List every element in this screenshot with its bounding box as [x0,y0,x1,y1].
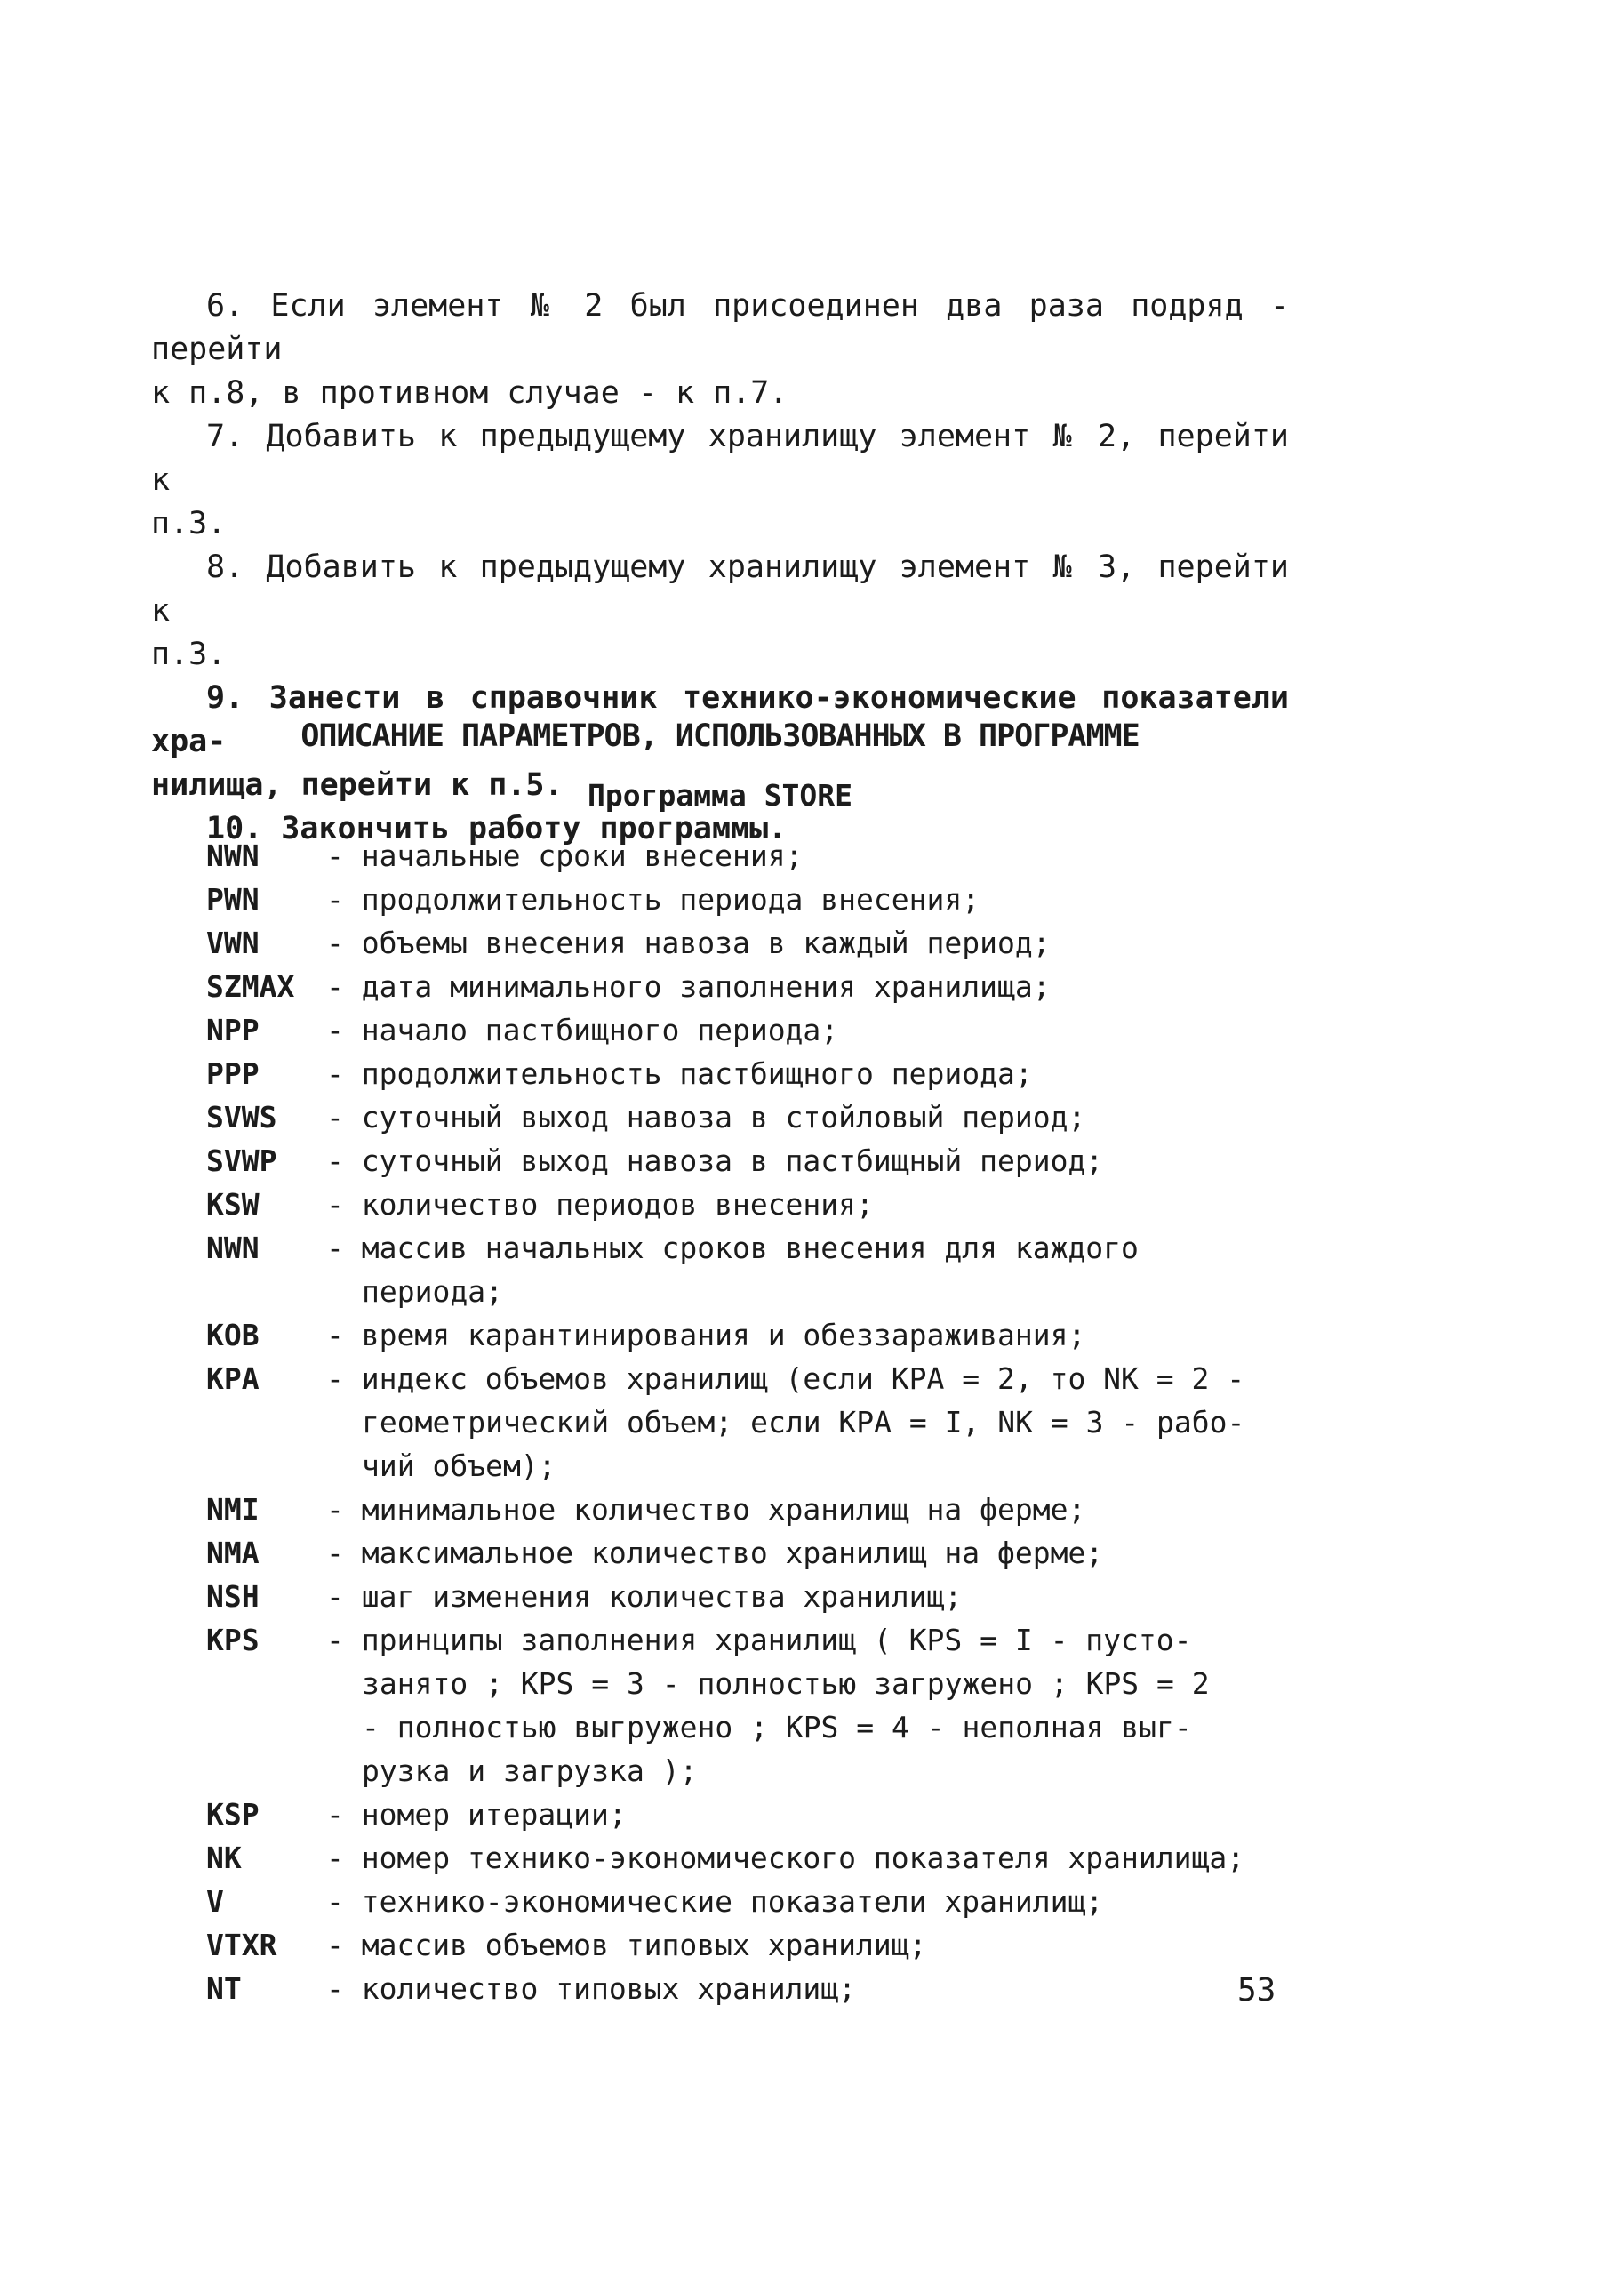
parameter-description-line: - шаг изменения количества хранилищ; [326,1579,963,1614]
parameter-description-line: - технико-экономические показатели хранилищ; [326,1884,1104,1919]
parameter-row [206,1357,1300,1488]
parameter-row [206,834,1300,878]
parameter-description-line: - полностью выгружено ; KPS = 4 - неполная выг- [362,1710,1192,1745]
parameter-row [206,878,1300,921]
parameter-row [206,1923,1300,1967]
parameter-description-line: - суточный выход навоза в стойловый период; [326,1100,1086,1135]
parameter-description-line: - продолжительность периода внесения; [326,882,980,917]
step-line: 7. Добавить к предыдущему хранилищу элемент № 2, перейти к [151,419,1289,498]
parameter-row [206,1488,1300,1531]
parameter-description [326,965,1300,1008]
algorithm-steps [151,285,1289,851]
parameter-description [326,1793,1300,1836]
parameter-code: NK [206,1841,242,1875]
parameter-code: KSW [206,1187,260,1222]
step-8 [151,546,1289,677]
parameter-description-line: - дата минимального заполнения хранилища; [326,969,1051,1004]
parameter-description [326,1618,1300,1793]
parameter-row [206,1618,1300,1793]
parameter-row [206,921,1300,965]
parameter-code: KOB [206,1318,260,1352]
parameter-code: NWN [206,838,260,873]
parameter-description-line: - время карантинирования и обеззараживания; [326,1318,1086,1352]
step-7 [151,415,1289,546]
parameter-description-line: - принципы заполнения хранилищ ( KPS = I - пусто- [326,1623,1192,1657]
step-line: 10. Закончить работу программы. [206,811,788,846]
parameter-description-line: - продолжительность пастбищного периода; [326,1056,1033,1091]
parameter-description [326,921,1300,965]
parameter-description [326,1488,1300,1531]
step-line: 6. Если элемент № 2 был присоединен два раза подряд - перейти [151,288,1289,367]
parameter-code: KPA [206,1361,260,1396]
parameter-row [206,1139,1300,1183]
step-line: нилища, перейти к п.5. [151,767,564,803]
parameter-row [206,1531,1300,1575]
parameter-code: VTXR [206,1928,277,1962]
parameter-description-line: - количество периодов внесения; [326,1187,874,1222]
parameter-description-line: - массив начальных сроков внесения для каждого [326,1231,1139,1265]
parameter-description [326,1095,1300,1139]
parameter-row [206,1183,1300,1226]
parameter-code: NMA [206,1536,260,1570]
parameter-description-line: - номер технико-экономического показателя хранилища; [326,1841,1245,1875]
parameter-description-line: - номер итерации; [326,1797,627,1832]
parameter-description [326,1139,1300,1183]
parameter-description [326,878,1300,921]
parameter-description-line: занято ; KPS = 3 - полностью загружено ; KPS = 2 [362,1666,1210,1701]
parameter-row [206,1008,1300,1052]
parameter-description [326,1226,1300,1313]
step-6 [151,285,1289,415]
parameter-description-line: геометрический объем; если KPA = I, NK = 3 - рабо- [362,1405,1245,1440]
parameter-description-line: - объемы внесения навоза в каждый период; [326,926,1051,960]
step-line: п.3. [151,637,227,672]
parameter-description [326,834,1300,878]
parameter-list [206,834,1300,2010]
parameter-description [326,1967,1300,2010]
parameter-code: NSH [206,1579,260,1614]
parameter-code: NT [206,1971,242,2006]
parameter-code: KSP [206,1797,260,1832]
parameter-code: PWN [206,882,260,917]
step-line: к п.8, в противном случае - к п.7. [151,375,788,411]
parameter-description-line: - индекс объемов хранилищ (если KPA = 2, то NK = 2 - [326,1361,1245,1396]
step-line: 8. Добавить к предыдущему хранилищу элемент № 3, перейти к [151,549,1289,629]
parameter-row [206,1226,1300,1313]
parameter-description-line: периода; [362,1274,503,1309]
parameter-description-line: чий объем); [362,1448,556,1483]
parameter-code: VWN [206,926,260,960]
parameter-row [206,1313,1300,1357]
parameter-description [326,1313,1300,1357]
parameter-description-line: - начальные сроки внесения; [326,838,804,873]
parameter-description [326,1575,1300,1618]
step-line: п.3. [151,506,227,541]
parameter-code: V [206,1884,224,1919]
parameter-row [206,1880,1300,1923]
section-heading: ОПИСАНИЕ ПАРАМЕТРОВ, ИСПОЛЬЗОВАННЫХ В ПРОГРАММЕ [300,718,1140,754]
parameter-code: NWN [206,1231,260,1265]
parameter-description-line: - количество типовых хранилищ; [326,1971,857,2006]
parameter-description [326,1183,1300,1226]
parameter-description-line: - начало пастбищного периода; [326,1013,839,1047]
parameter-description-line: - минимальное количество хранилищ на ферме; [326,1492,1086,1527]
parameter-description-line: - максимальное количество хранилищ на ферме; [326,1536,1104,1570]
parameter-code: NMI [206,1492,260,1527]
parameter-description-line: - суточный выход навоза в пастбищный период; [326,1143,1104,1178]
parameter-code: SVWS [206,1100,277,1135]
parameter-code: SVWP [206,1143,277,1178]
program-title: Программа STORE [587,778,852,813]
parameter-code: KPS [206,1623,260,1657]
parameter-row [206,1575,1300,1618]
parameter-description [326,1052,1300,1095]
parameter-description [326,1836,1300,1880]
parameter-description-line: рузка и загрузка ); [362,1753,698,1788]
parameter-row [206,965,1300,1008]
parameter-description [326,1923,1300,1967]
parameter-row [206,1836,1300,1880]
step-line: 9. Занести в справочник технико-экономические показатели хра- [151,680,1289,759]
parameter-code: SZMAX [206,969,295,1004]
parameter-description [326,1531,1300,1575]
parameter-description [326,1880,1300,1923]
parameter-code: NPP [206,1013,260,1047]
parameter-row [206,1052,1300,1095]
parameter-row [206,1095,1300,1139]
page-number: 53 [1237,1972,1276,2009]
parameter-description [326,1357,1300,1488]
parameter-code: PPP [206,1056,260,1091]
parameter-row [206,1793,1300,1836]
parameter-description [326,1008,1300,1052]
parameter-row [206,1967,1300,2010]
parameter-description-line: - массив объемов типовых хранилищ; [326,1928,927,1962]
